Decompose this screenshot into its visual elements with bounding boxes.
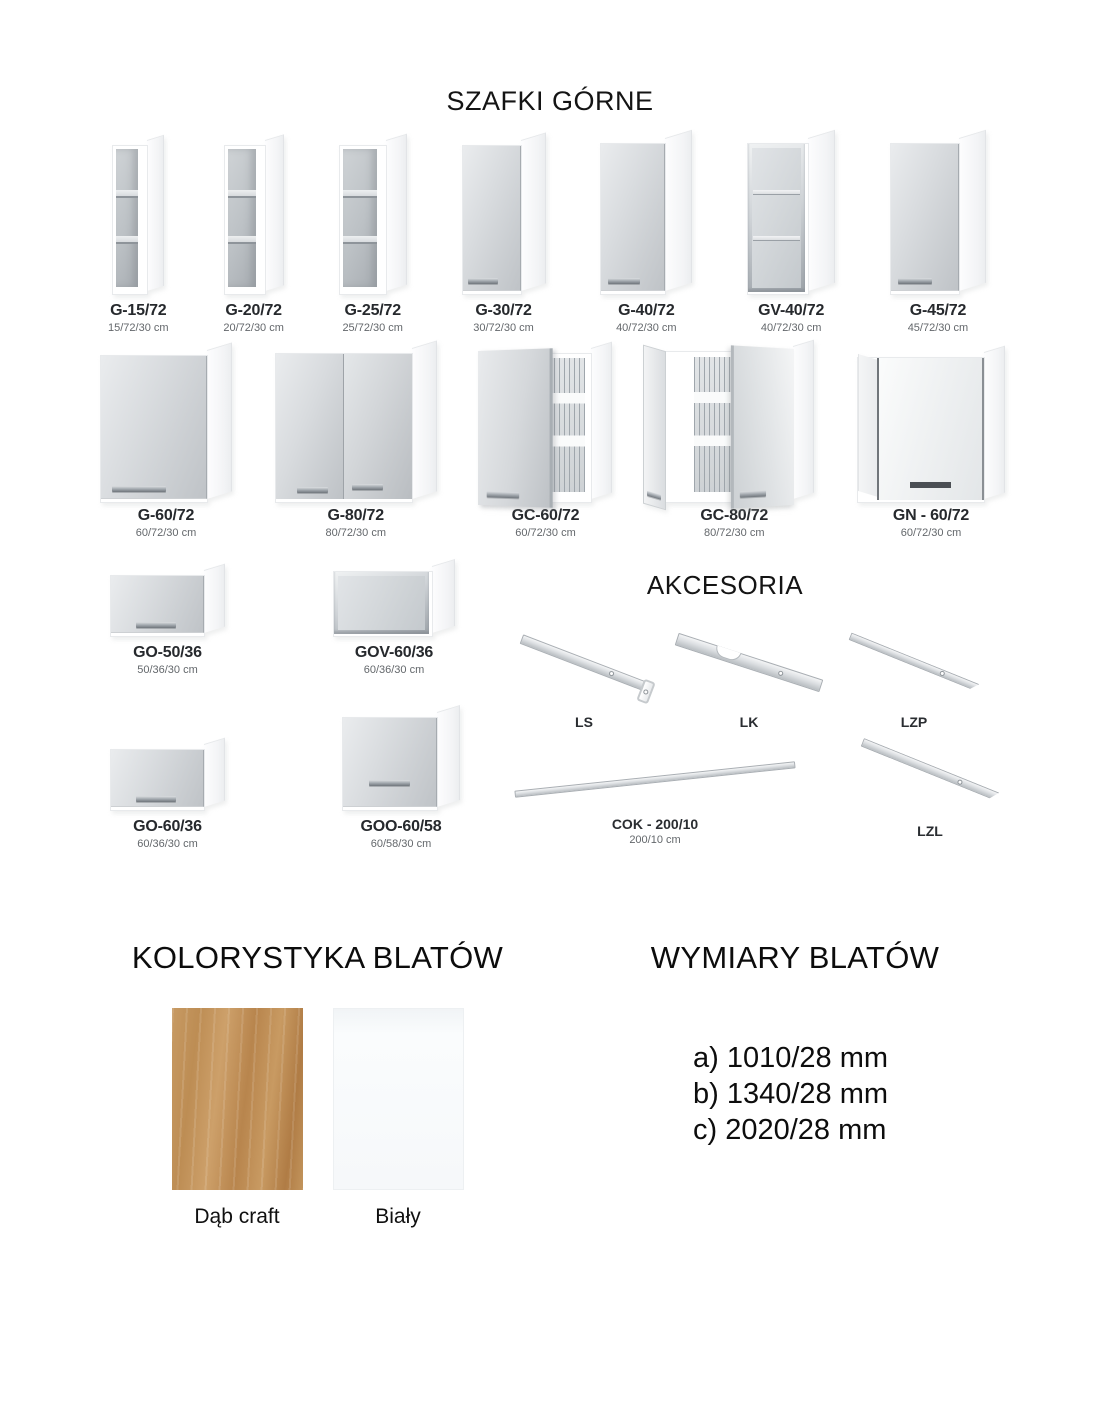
product-goo-60-58 (342, 708, 460, 850)
screw-hole (956, 778, 963, 785)
accessory-lzl (855, 745, 1005, 839)
cabinet-door-left (111, 576, 204, 633)
cabinet-front (480, 353, 592, 503)
cabinet-illustration (110, 740, 225, 811)
product-code: GO-60/36 (133, 818, 202, 835)
accessory-illustration (508, 636, 660, 712)
shelf (116, 190, 138, 198)
cabinet-3d (342, 708, 460, 811)
accessory-dimensions: 200/10 cm (629, 834, 681, 846)
cabinet-front (275, 353, 413, 503)
cabinet-3d (333, 562, 455, 637)
cabinet-front (747, 143, 809, 295)
cabinet-door-left (601, 144, 665, 291)
cabinet-illustration (342, 708, 460, 811)
product-dimensions: 60/36/30 cm (363, 664, 425, 676)
cabinet-open-interior (343, 149, 377, 287)
cabinet-side-panel (984, 346, 1005, 499)
worktop-dimension-line: a) 1010/28 mm (693, 1042, 889, 1074)
glass-shelf-line (753, 236, 800, 241)
door-handle (352, 484, 383, 490)
cabinet-3d (224, 136, 284, 295)
cabinet-3d (600, 134, 692, 295)
product-code: G-25/72 (344, 302, 401, 319)
cabinet-illustration (100, 346, 232, 503)
metal-strip (675, 633, 824, 692)
cabinet-side-panel (412, 340, 437, 499)
cabinet-illustration (275, 344, 437, 503)
cabinet-illustration (333, 562, 455, 637)
door-handle (369, 780, 410, 786)
upper-cabinets-title: SZAFKI GÓRNE (446, 86, 654, 116)
product-g-15-72 (108, 136, 169, 334)
product-code: GO-50/36 (133, 644, 202, 661)
cabinet-illustration (462, 136, 546, 295)
metal-strip (861, 738, 1000, 801)
door-handle (898, 278, 933, 284)
door-handle (910, 482, 951, 488)
cabinet-illustration (747, 134, 835, 295)
metal-strip (849, 632, 980, 691)
cabinet-door-left (643, 344, 666, 510)
product-dimensions: 60/58/30 cm (370, 838, 432, 850)
door-handle (468, 278, 498, 284)
worktop-dimensions-title: WYMIARY BLATÓW (650, 940, 940, 975)
cabinet-front (890, 143, 960, 295)
shelf (228, 190, 256, 198)
accessory-illustration (673, 636, 825, 712)
product-dimensions: 60/36/30 cm (137, 838, 198, 850)
cabinet-door-left (101, 356, 207, 499)
cabinet-3d (462, 136, 546, 295)
worktop-colors-title: KOLORYSTYKA BLATÓW (131, 940, 504, 975)
cabinet-door-left (343, 718, 437, 807)
shelf (343, 236, 377, 244)
cabinet-illustration (110, 566, 225, 637)
product-code: G-30/72 (475, 302, 532, 319)
cabinet-open-interior (116, 149, 138, 287)
product-code: G-20/72 (225, 302, 282, 319)
product-g-30-72 (462, 136, 546, 334)
color-swatch (172, 1008, 303, 1190)
screw-hole (778, 670, 784, 676)
product-dimensions: 80/72/30 cm (325, 527, 387, 539)
product-dimensions: 60/72/30 cm (135, 527, 197, 539)
product-dimensions: 60/72/30 cm (900, 527, 962, 539)
color-name: Dąb craft (194, 1205, 280, 1228)
cabinet-side-panel (437, 705, 460, 807)
screw-hole (608, 670, 614, 676)
cabinet-3d (100, 346, 232, 503)
cabinet-side-panel (808, 130, 835, 291)
cabinet-3d (275, 344, 437, 503)
product-code: G-80/72 (327, 507, 384, 524)
color-name: Biały (375, 1205, 421, 1228)
product-code: GN - 60/72 (892, 507, 970, 524)
cabinet-side-panel (265, 134, 284, 291)
cabinet-front (333, 571, 433, 637)
cabinet-front (600, 143, 666, 295)
product-dimensions: 50/36/30 cm (137, 664, 198, 676)
accessory-code: LK (739, 714, 759, 730)
product-gn-60-72 (857, 348, 1005, 539)
cabinet-3d (480, 344, 612, 503)
cabinet-side-panel (147, 135, 164, 291)
cabinet-open-interior (228, 149, 256, 287)
cabinet-side-panel (204, 564, 225, 633)
color-swatch (333, 1008, 464, 1190)
accessory-illustration (505, 752, 805, 814)
product-g-45-72 (890, 134, 986, 334)
accessory-lk (673, 636, 825, 730)
cabinet-front (654, 351, 794, 503)
cabinet-illustration (654, 342, 814, 503)
door-handle (741, 490, 767, 497)
accessory-plinth-slot (505, 752, 805, 846)
glass-shelf-line (753, 190, 800, 195)
cabinet-front (110, 749, 205, 811)
cabinet-door-left (276, 354, 344, 499)
product-code: G-40/72 (618, 302, 675, 319)
door-handle (112, 486, 167, 492)
aluminium-glass-door (334, 572, 429, 634)
cabinet-illustration (600, 134, 692, 295)
cabinet-front (462, 145, 522, 295)
accessory-code: LZL (917, 823, 943, 839)
cabinet-side-panel (793, 340, 814, 499)
product-dimensions: 15/72/30 cm (108, 322, 169, 334)
product-dimensions: 30/72/30 cm (473, 322, 534, 334)
product-g-25-72 (339, 136, 407, 334)
cabinet-3d (112, 136, 164, 295)
cabinet-illustration (112, 136, 164, 295)
accessories-title: AKCESORIA (646, 570, 804, 600)
product-g-80-72 (275, 344, 437, 539)
cabinet-3d (890, 134, 986, 295)
product-code: GOV-60/36 (354, 644, 434, 661)
product-go-50-36 (110, 566, 225, 676)
cabinet-door-right (731, 345, 794, 508)
door-handle (136, 796, 176, 802)
product-code: G-15/72 (110, 302, 167, 319)
corner-door (877, 358, 984, 500)
cabinet-front (342, 717, 438, 811)
cabinet-row-4 (110, 708, 460, 850)
product-dimensions: 45/72/30 cm (907, 322, 969, 334)
swatch-dąb-craft (172, 1008, 303, 1229)
product-gc-80-72 (654, 342, 814, 539)
door-handle (297, 487, 328, 493)
product-gc-60-72 (480, 344, 612, 539)
cabinet-front (857, 357, 985, 503)
accessory-lzp (838, 636, 990, 730)
door-handle (608, 278, 641, 284)
shelf (228, 236, 256, 244)
swatch-biały (333, 1008, 464, 1229)
cabinet-illustration (857, 348, 1005, 503)
cabinet-front (224, 145, 266, 295)
cabinet-row-3 (110, 562, 455, 676)
metal-strip (514, 761, 795, 797)
cabinet-door-right (344, 354, 412, 499)
product-dimensions: 20/72/30 cm (223, 322, 284, 334)
cabinet-front (100, 355, 208, 503)
cabinet-side-panel (204, 738, 225, 807)
cabinet-door-left (891, 144, 959, 291)
product-g-40-72 (600, 134, 692, 334)
cabinet-row-2 (100, 342, 1005, 539)
product-code: G-45/72 (909, 302, 967, 319)
door-handle (647, 490, 660, 499)
cabinet-side-panel (521, 132, 546, 291)
strip-notch (714, 645, 742, 663)
accessory-code: LZP (900, 714, 928, 730)
metal-strip (520, 634, 649, 691)
cabinet-illustration (224, 136, 284, 295)
cabinet-side-panel (432, 559, 455, 633)
cabinet-door-left (111, 750, 204, 807)
product-dimensions: 60/72/30 cm (515, 527, 576, 539)
cabinet-front (112, 145, 148, 295)
cabinet-3d (339, 136, 407, 295)
cabinet-side-panel (591, 342, 612, 499)
accessories-row-1 (508, 636, 990, 730)
cabinet-side-panel (386, 134, 407, 291)
cabinet-illustration (480, 344, 612, 503)
worktop-dimension-line: c) 2020/28 mm (693, 1114, 887, 1146)
cabinet-3d (654, 342, 814, 503)
cabinet-door-left (463, 146, 521, 291)
worktop-dimensions-list (693, 1040, 888, 1148)
product-code: G-60/72 (137, 507, 195, 524)
cabinet-front (339, 145, 387, 295)
cabinet-3d (110, 566, 225, 637)
cabinet-illustration (339, 136, 407, 295)
product-g-60-72 (100, 346, 232, 539)
product-code: GOO-60/58 (360, 818, 442, 835)
accessory-endstrip-slot (855, 745, 1005, 839)
worktop-dimension-line: b) 1340/28 mm (693, 1078, 889, 1110)
accessory-code: COK - 200/10 (611, 816, 699, 832)
product-dimensions: 40/72/30 cm (760, 322, 822, 334)
accessory-illustration (855, 745, 1005, 821)
cabinet-front (110, 575, 205, 637)
product-code: GC-80/72 (700, 507, 769, 524)
door-handle (486, 491, 518, 498)
cabinet-side-panel (959, 130, 986, 291)
accessory-illustration (838, 636, 990, 712)
cabinet-3d (110, 740, 225, 811)
accessory-code: LS (575, 714, 593, 730)
cabinet-3d (747, 134, 835, 295)
screw-hole (642, 689, 648, 695)
cabinet-door-left (478, 348, 552, 507)
product-dimensions: 25/72/30 cm (342, 322, 403, 334)
shelf (116, 236, 138, 244)
product-gov-60-36 (333, 562, 455, 676)
cabinet-3d (857, 348, 1005, 503)
accessory-cok-200-10 (505, 752, 805, 846)
product-code: GV-40/72 (758, 302, 825, 319)
product-code: GC-60/72 (511, 507, 580, 524)
product-gv-40-72 (747, 134, 835, 334)
product-g-20-72 (223, 136, 284, 334)
worktop-color-swatches (115, 1008, 520, 1229)
cabinet-side-panel (665, 130, 692, 291)
screw-hole (939, 670, 946, 677)
product-dimensions: 40/72/30 cm (616, 322, 677, 334)
shelf (343, 190, 377, 198)
product-go-60-36 (110, 740, 225, 850)
cabinet-row-1 (108, 134, 986, 334)
accessory-ls (508, 636, 660, 730)
corner-left-face (858, 354, 878, 497)
cabinet-side-panel (207, 342, 232, 499)
aluminium-glass-door (748, 144, 805, 292)
cabinet-illustration (890, 134, 986, 295)
product-dimensions: 80/72/30 cm (703, 527, 765, 539)
door-handle (136, 622, 176, 628)
